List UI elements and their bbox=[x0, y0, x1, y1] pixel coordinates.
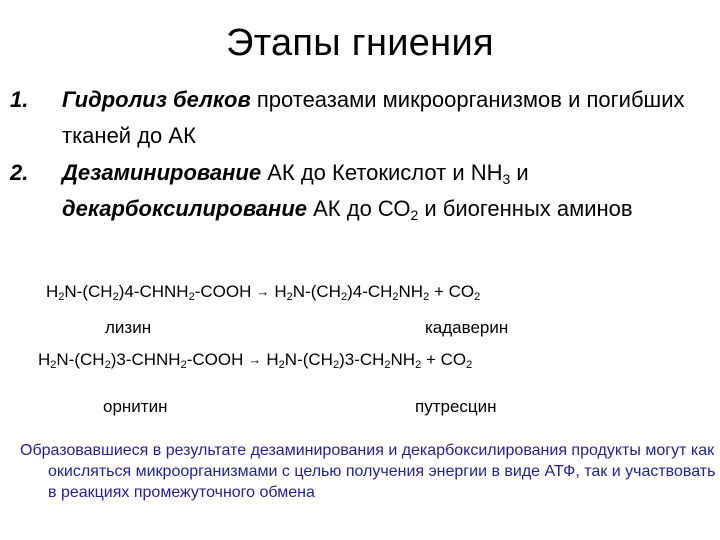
formula-text: + CO bbox=[421, 350, 467, 369]
formula-text: N-(CH bbox=[284, 350, 333, 369]
formula-subscript: 2 bbox=[278, 359, 285, 371]
formula-text: )4-CH bbox=[347, 282, 393, 301]
list-item-hydrolysis bbox=[10, 82, 710, 154]
list-number: 1. bbox=[10, 87, 29, 112]
reaction-arrow: → bbox=[256, 284, 270, 299]
formula-subscript: 2 bbox=[58, 291, 65, 303]
formula-text: N-(CH bbox=[64, 282, 113, 301]
term-deamination: Дезаминирование bbox=[62, 160, 262, 185]
formula-text: )3-CHNH bbox=[110, 350, 181, 369]
item-text: АК до Кетокислот и NH bbox=[261, 160, 503, 185]
formula-subscript: 2 bbox=[423, 291, 430, 303]
term-decarboxylation: декарбоксилирование bbox=[62, 196, 308, 221]
formula-subscript: 2 bbox=[286, 291, 293, 303]
reaction-equation-ornithine bbox=[38, 350, 472, 370]
formula-text: NH bbox=[398, 282, 424, 301]
list-item-text bbox=[62, 155, 710, 227]
formula-text: H bbox=[46, 282, 59, 301]
reaction-rhs bbox=[266, 350, 472, 369]
formula-text: H bbox=[274, 282, 287, 301]
list-item-deamination bbox=[10, 155, 710, 227]
item-text-rest: протеазами микроорганизмов и погибших тканей до АК bbox=[62, 87, 685, 148]
product-label-cadaverine: кадаверин bbox=[425, 318, 509, 337]
slide-title: Этапы гниения bbox=[226, 22, 494, 64]
formula-subscript: 2 bbox=[392, 291, 399, 303]
formula-subscript: 2 bbox=[104, 359, 111, 371]
formula-subscript: 2 bbox=[474, 291, 481, 303]
footnote-text: Образовавшиеся в результате дезаминирования и декарбоксилирования продукты могут как окисляться микроорганизмами с целью получения энергии в виде АТФ, так и участвовать в реакциях промежуточного обмена bbox=[20, 442, 716, 501]
item-text: и bbox=[510, 160, 529, 185]
subscript: 2 bbox=[410, 207, 419, 223]
reaction-arrow: → bbox=[248, 352, 262, 367]
formula-text: + CO bbox=[429, 282, 475, 301]
formula-text: H bbox=[38, 350, 51, 369]
item-text: АК до СО bbox=[307, 196, 411, 221]
substrate-label-ornithine: орнитин bbox=[103, 397, 168, 416]
formula-text: N-(CH bbox=[292, 282, 341, 301]
formula-text: N-(CH bbox=[56, 350, 105, 369]
formula-subscript: 2 bbox=[340, 291, 348, 303]
formula-subscript: 2 bbox=[466, 359, 473, 371]
term-hydrolysis: Гидролиз белков bbox=[62, 87, 251, 112]
formula-subscript: 2 bbox=[180, 359, 187, 371]
formula-subscript: 2 bbox=[415, 359, 422, 371]
formula-text: -COOH bbox=[194, 282, 252, 301]
formula-text: H bbox=[266, 350, 279, 369]
formula-text: )4-CHNH bbox=[118, 282, 189, 301]
list-number: 2. bbox=[10, 160, 29, 185]
reaction-lhs bbox=[38, 350, 243, 369]
reaction-equation-lysine bbox=[46, 282, 480, 302]
formula-text: NH bbox=[390, 350, 416, 369]
formula-subscript: 2 bbox=[332, 359, 340, 371]
product-label-putrescine: путресцин bbox=[415, 397, 497, 416]
formula-text: -COOH bbox=[186, 350, 244, 369]
formula-subscript: 2 bbox=[112, 291, 119, 303]
subscript: 3 bbox=[502, 171, 511, 187]
formula-subscript: 2 bbox=[384, 359, 391, 371]
reaction-lhs bbox=[46, 282, 251, 301]
formula-subscript: 2 bbox=[50, 359, 57, 371]
formula-subscript: 2 bbox=[188, 291, 195, 303]
item-text: и биогенных аминов bbox=[418, 196, 633, 221]
reaction-rhs bbox=[274, 282, 480, 301]
formula-text: )3-CH bbox=[339, 350, 385, 369]
substrate-label-lysine: лизин bbox=[105, 318, 152, 337]
list-item-text bbox=[62, 82, 710, 154]
